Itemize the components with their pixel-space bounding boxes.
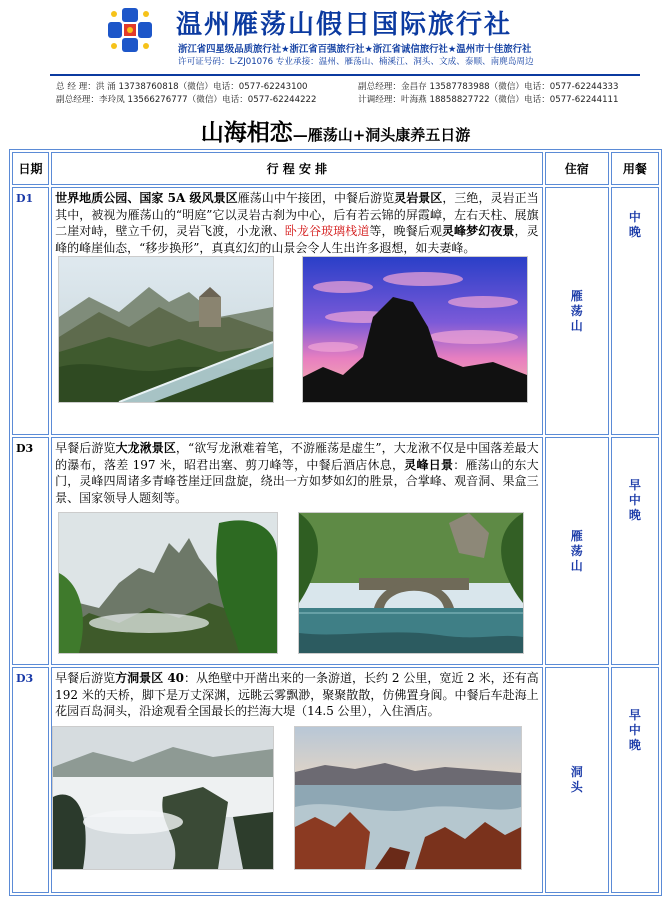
description-text: 等，晚餐后观: [369, 224, 442, 238]
stay-value: 雁荡山: [570, 288, 583, 333]
highlighted-attraction: 卧龙谷玻璃栈道: [284, 224, 370, 238]
meal-value: 早中晚: [628, 708, 641, 752]
table-row: [12, 437, 659, 665]
contact-entry: 副总经理：李玲凤 13566276777（微信）电话：0577-62244222: [56, 95, 317, 105]
dalongqiu-peaks-photo: [58, 512, 278, 654]
description-text: 早餐后游览: [55, 441, 116, 455]
day-label: D1: [16, 192, 34, 205]
table-row: [12, 667, 659, 893]
highlighted-attraction: 世界地质公园、国家 5A 级风景区: [55, 191, 238, 205]
header-itinerary: 行 程 安 排: [51, 152, 543, 185]
tour-title: [0, 114, 671, 147]
day-description: [52, 438, 542, 506]
highlighted-attraction: 灵峰日景: [404, 457, 454, 472]
day-label: D3: [16, 442, 34, 455]
fangdong-sea-of-clouds-photo: [52, 726, 274, 870]
arch-bridge-photo: [298, 512, 524, 654]
stay-cell: [545, 667, 609, 893]
meal-value: 中晚: [628, 210, 641, 239]
honors-line: 浙江省四星级品质旅行社★浙江省百强旅行社★浙江省诚信旅行社★温州市十佳旅行社: [178, 44, 532, 55]
contact-entry: 总 经 理：洪 涌 13738760818（微信）电话：0577-62243100: [56, 82, 308, 92]
description-text: ，灵峰的峰崖仙态，“移步换形”，真真幻幻的山景会令人生出许多遐想，如夫妻峰。: [55, 224, 539, 255]
stay-value: 雁荡山: [570, 528, 583, 573]
header-divider: [50, 74, 640, 76]
stay-value: 洞头: [570, 765, 583, 794]
description-text: ，“欲写龙湫难着笔，不游雁荡是虚生”，大龙湫不仅是中国落差最大的瀑布，落差 197 米，昭君出塞、剪刀峰等，中餐后酒店休息，: [55, 441, 539, 472]
company-name: 温州雁荡山假日国际旅行社: [176, 10, 513, 40]
highlighted-attraction: 灵岩景区: [394, 191, 443, 205]
itinerary-cell: [51, 187, 543, 435]
lingfeng-night-sky-photo: [302, 256, 528, 403]
company-logo-icon: [104, 4, 156, 56]
meal-cell: [611, 187, 659, 435]
contact-row: [56, 93, 646, 106]
contact-row: [56, 80, 646, 93]
highlighted-attraction: 方洞景区 40: [115, 671, 185, 685]
day-cell: [12, 437, 49, 665]
itinerary-cell: [51, 667, 543, 893]
day-cell: [12, 667, 49, 893]
table-row: [12, 187, 659, 435]
day-cell: [12, 187, 49, 435]
itinerary-cell: [51, 437, 543, 665]
highlighted-attraction: 灵峰梦幻夜景: [441, 224, 515, 238]
day-label: D3: [16, 672, 34, 685]
description-text: 早餐后游览: [55, 671, 116, 685]
day-description: [52, 188, 542, 256]
stay-cell: [545, 437, 609, 665]
description-text: ：从绝壁中开凿出来的一条游道，长约 2 公里，宽近 2 米，还有高 192 米的天桥，脚下是万丈深渊，远眺云雾飘渺，聚聚散散，仿佛置身阆。中餐后车赴海上花园百岛洞头，沿途观看全国最长的拦海大堤（14.5 公里），入住酒店。: [55, 671, 539, 718]
contact-list: [56, 80, 646, 106]
meal-value: 早中晚: [628, 478, 641, 522]
tour-title-sub: —雁荡山+洞头康养五日游: [292, 126, 471, 144]
license-line: 许可证号码：L-ZJ01076 专业承接：温州、雁荡山、楠溪江、洞头、文成、泰顺、南麂岛周边: [178, 57, 534, 67]
stay-cell: [545, 187, 609, 435]
dongtou-rocky-coast-photo: [294, 726, 522, 870]
day-description: [52, 668, 542, 720]
letterhead: [0, 0, 671, 105]
meal-cell: [611, 437, 659, 665]
header-stay: 住宿: [545, 152, 609, 185]
header-meal: 用餐: [611, 152, 659, 185]
contact-entry: 计调经理：叶海燕 18858827722（微信）电话：0577-62244111: [358, 95, 619, 105]
lingyan-glass-walkway-photo: [58, 256, 274, 403]
contact-entry: 副总经理：金昌存 13587783988（微信）电话：0577-62244333: [358, 82, 619, 92]
highlighted-attraction: 大龙湫景区: [115, 441, 176, 455]
tour-title-main: 山海相恋: [200, 119, 293, 146]
itinerary-table: [9, 149, 662, 896]
header-day: 日期: [12, 152, 49, 185]
table-header-row: [12, 152, 659, 185]
description-text: ，三绝，灵岩正当其中，被视为雁荡山的“明庭”它以灵岩古刹为中心，后有若云锦的屏霞嶂，左右天柱、展旗二崖对峙，壁立千仞，灵岩飞渡，小龙湫、: [55, 191, 539, 238]
description-text: 雁荡山中午接团，中餐后游览: [237, 191, 395, 205]
meal-cell: [611, 667, 659, 893]
description-text: ：雁荡山的东大门，灵峰四周诸多青峰苍崖迂回盘旋，绕出一方如梦如幻的胜景，合掌峰、观音洞、果盒三景、国家领导人题刻等。: [55, 457, 539, 505]
